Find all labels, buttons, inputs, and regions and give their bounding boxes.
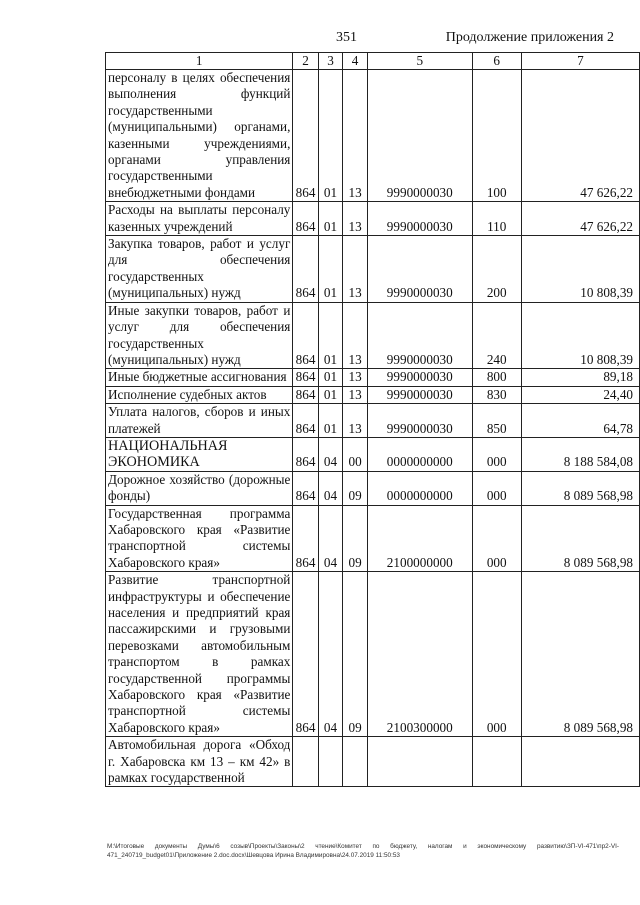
row-subsection: 13 <box>343 369 368 386</box>
row-target-article: 9990000030 <box>367 404 472 438</box>
row-name: персоналу в целях обеспечения выполнения функций государственными (муниципальными) органами, казенными учреждениями, органами управления государственными внебюджетными фондами <box>106 70 293 202</box>
row-section: 04 <box>318 505 343 572</box>
row-target-article: 9990000030 <box>367 302 472 369</box>
table-row <box>106 737 640 787</box>
appendix-continuation-note: Продолжение приложения 2 <box>445 30 614 45</box>
row-expense-type: 100 <box>472 70 521 202</box>
row-expense-type <box>472 737 521 787</box>
table-row <box>106 70 640 202</box>
row-expense-type: 850 <box>472 404 521 438</box>
row-code: 864 <box>293 404 318 438</box>
table-row <box>106 302 640 369</box>
table-row <box>106 572 640 737</box>
row-subsection: 13 <box>343 302 368 369</box>
row-amount: 8 089 568,98 <box>521 505 639 572</box>
row-section: 04 <box>318 437 343 471</box>
row-amount <box>521 737 639 787</box>
row-amount: 89,18 <box>521 369 639 386</box>
row-subsection: 13 <box>343 386 368 403</box>
row-target-article: 9990000030 <box>367 369 472 386</box>
row-amount: 24,40 <box>521 386 639 403</box>
table-row <box>106 369 640 386</box>
row-expense-type: 200 <box>472 236 521 303</box>
row-amount: 8 188 584,08 <box>521 437 639 471</box>
row-expense-type: 110 <box>472 202 521 236</box>
row-amount: 8 089 568,98 <box>521 471 639 505</box>
row-name: Автомобильная дорога «Обход г. Хабаровска км 13 – км 42» в рамках государственной <box>106 737 293 787</box>
row-code: 864 <box>293 471 318 505</box>
table-row <box>106 471 640 505</box>
row-target-article: 9990000030 <box>367 386 472 403</box>
row-target-article: 9990000030 <box>367 70 472 202</box>
row-name: Государственная программа Хабаровского края «Развитие транспортной системы Хабаровского края» <box>106 505 293 572</box>
column-header: 6 <box>472 53 521 70</box>
row-amount: 47 626,22 <box>521 70 639 202</box>
row-name: Иные бюджетные ассигнования <box>106 369 293 386</box>
row-code <box>293 737 318 787</box>
footer-file-path: M:\Итоговые документы Думы\6 созыв\Проекты\Законы\2 чтение\Комитет по бюджету, налогам и экономическому развитию\ЗП-VI-471\пр2-VI-471_240719_budget01\Приложение 2.doc.docx\Шевцова Ирина Владимировна\24.07.2019 11:50:53 <box>107 843 619 859</box>
row-section: 01 <box>318 202 343 236</box>
row-code: 864 <box>293 437 318 471</box>
budget-table <box>105 52 640 787</box>
row-name: Закупка товаров, работ и услуг для обеспечения государственных (муниципальных) нужд <box>106 236 293 303</box>
row-amount: 64,78 <box>521 404 639 438</box>
column-header: 3 <box>318 53 343 70</box>
row-amount: 8 089 568,98 <box>521 572 639 737</box>
row-expense-type: 240 <box>472 302 521 369</box>
row-name: НАЦИОНАЛЬНАЯ ЭКОНОМИКА <box>106 437 293 471</box>
row-expense-type: 830 <box>472 386 521 403</box>
row-subsection: 13 <box>343 202 368 236</box>
row-name: Расходы на выплаты персоналу казенных учреждений <box>106 202 293 236</box>
row-code: 864 <box>293 202 318 236</box>
row-subsection: 13 <box>343 70 368 202</box>
row-target-article: 9990000030 <box>367 202 472 236</box>
row-expense-type: 000 <box>472 437 521 471</box>
row-section: 01 <box>318 70 343 202</box>
row-target-article: 2100000000 <box>367 505 472 572</box>
row-name: Развитие транспортной инфраструктуры и обеспечение населения и предприятий края пассажирскими и грузовыми перевозками автомобильным транспортом в рамках государственной программы Хабаровского края «Развитие транспортной системы Хабаровского края» <box>106 572 293 737</box>
table-row <box>106 236 640 303</box>
row-subsection: 09 <box>343 471 368 505</box>
row-amount: 10 808,39 <box>521 236 639 303</box>
row-section: 01 <box>318 369 343 386</box>
row-code: 864 <box>293 236 318 303</box>
row-expense-type: 000 <box>472 505 521 572</box>
page-number: 351 <box>336 30 357 45</box>
row-section: 04 <box>318 471 343 505</box>
row-expense-type: 000 <box>472 471 521 505</box>
row-target-article: 9990000030 <box>367 236 472 303</box>
row-target-article: 0000000000 <box>367 471 472 505</box>
row-subsection <box>343 737 368 787</box>
column-number-header-row <box>106 53 640 70</box>
row-expense-type: 800 <box>472 369 521 386</box>
row-amount: 47 626,22 <box>521 202 639 236</box>
row-code: 864 <box>293 70 318 202</box>
row-code: 864 <box>293 572 318 737</box>
row-code: 864 <box>293 386 318 403</box>
row-subsection: 13 <box>343 236 368 303</box>
column-header: 4 <box>343 53 368 70</box>
column-header: 5 <box>367 53 472 70</box>
row-code: 864 <box>293 302 318 369</box>
column-header: 2 <box>293 53 318 70</box>
table-row <box>106 202 640 236</box>
row-subsection: 09 <box>343 572 368 737</box>
column-header: 7 <box>521 53 639 70</box>
row-code: 864 <box>293 505 318 572</box>
row-target-article: 0000000000 <box>367 437 472 471</box>
table-row <box>106 404 640 438</box>
row-section: 01 <box>318 386 343 403</box>
row-section: 04 <box>318 572 343 737</box>
row-expense-type: 000 <box>472 572 521 737</box>
table-row <box>106 505 640 572</box>
row-section <box>318 737 343 787</box>
row-subsection: 13 <box>343 404 368 438</box>
row-subsection: 00 <box>343 437 368 471</box>
row-name: Дорожное хозяйство (дорожные фонды) <box>106 471 293 505</box>
row-section: 01 <box>318 404 343 438</box>
row-name: Уплата налогов, сборов и иных платежей <box>106 404 293 438</box>
column-header: 1 <box>106 53 293 70</box>
row-section: 01 <box>318 236 343 303</box>
row-name: Исполнение судебных актов <box>106 386 293 403</box>
row-target-article: 2100300000 <box>367 572 472 737</box>
row-target-article <box>367 737 472 787</box>
row-section: 01 <box>318 302 343 369</box>
table-row <box>106 386 640 403</box>
row-name: Иные закупки товаров, работ и услуг для обеспечения государственных (муниципальных) нужд <box>106 302 293 369</box>
row-amount: 10 808,39 <box>521 302 639 369</box>
row-subsection: 09 <box>343 505 368 572</box>
row-code: 864 <box>293 369 318 386</box>
table-row <box>106 437 640 471</box>
